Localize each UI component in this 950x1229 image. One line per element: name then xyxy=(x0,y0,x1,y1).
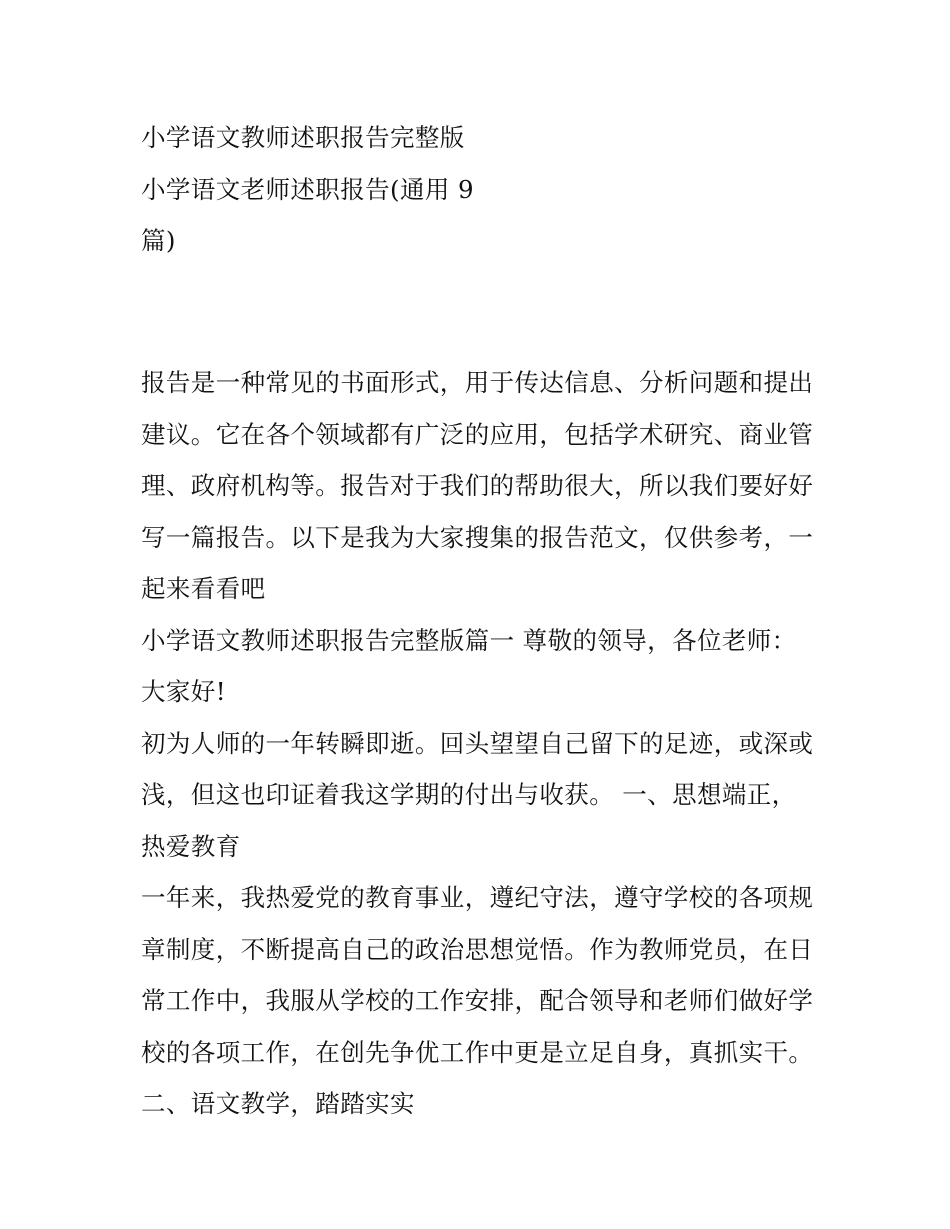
body-line: 大家好! xyxy=(141,677,226,706)
body-line: 校的各项工作，在创先争优工作中更是立足自身，真抓实干。 xyxy=(141,1037,814,1067)
title-line: 小学语文老师述职报告(通用 9 xyxy=(141,174,474,204)
title-line: 小学语文教师述职报告完整版 xyxy=(141,123,465,152)
body-line: 小学语文教师述职报告完整版篇一 尊敬的领导，各位老师： xyxy=(141,625,797,655)
title-line: 篇) xyxy=(141,226,176,255)
body-line: 写一篇报告。以下是我为大家搜集的报告范文，仅供参考，一 xyxy=(141,522,814,552)
body-line: 建议。它在各个领域都有广泛的应用，包括学术研究、商业管 xyxy=(141,419,814,449)
body-line: 二、语文教学，踏踏实实 xyxy=(141,1089,415,1118)
body-line: 报告是一种常见的书面形式，用于传达信息、分析问题和提出 xyxy=(141,368,814,397)
document-title xyxy=(141,112,821,267)
body-line: 起来看看吧 xyxy=(141,574,266,603)
body-line: 浅，但这也印证着我这学期的付出与收获。 一、思想端正， xyxy=(141,780,797,809)
body-line: 一年来，我热爱党的教育事业，遵纪守法，遵守学校的各项规 xyxy=(141,883,814,912)
body-line: 章制度，不断提高自己的政治思想觉悟。作为教师党员，在日 xyxy=(141,934,814,964)
document-body xyxy=(141,357,817,1130)
body-line: 理、政府机构等。报告对于我们的帮助很大，所以我们要好好 xyxy=(141,471,814,500)
body-line: 常工作中，我服从学校的工作安排，配合领导和老师们做好学 xyxy=(141,986,814,1015)
body-line: 热爱教育 xyxy=(141,831,241,861)
body-line: 初为人师的一年转瞬即逝。回头望望自己留下的足迹，或深或 xyxy=(141,728,814,758)
